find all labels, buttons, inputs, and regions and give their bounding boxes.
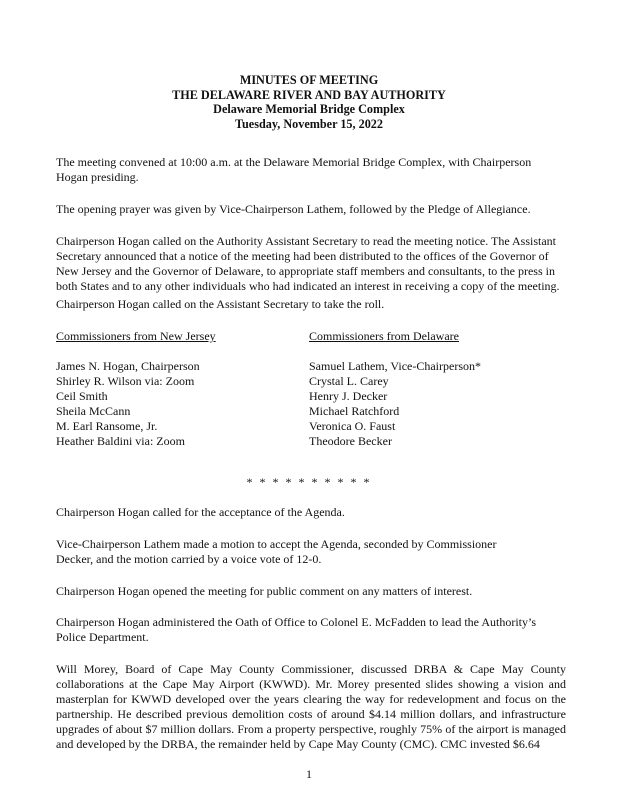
list-item: Samuel Lathem, Vice-Chairperson* xyxy=(309,359,482,373)
paragraph-text: Chairperson Hogan administered the Oath of Office to Colonel E. McFadden to lead the Authority’s Police Department. xyxy=(56,615,537,644)
page-number: 1 xyxy=(306,767,312,781)
paragraph-text: Chairperson Hogan called on the Authority Assistant Secretary to read the meeting notice. The Assistant Secretary announced that a notice of the meeting had been distributed to the offices of the Governor of New Jersey and the Governor of Delaware, to appropriate staff members and consultants, to the press in both States and to any other individuals who had indicated an interest in receiving a copy of the meeting. xyxy=(56,234,560,293)
paragraph-text: Chairperson Hogan called on the Assistant Secretary to take the roll. xyxy=(56,297,385,311)
list-item: M. Earl Ransome, Jr. xyxy=(56,419,158,433)
paragraph-agenda xyxy=(56,505,566,520)
paragraph-oath xyxy=(56,615,566,645)
nj-list xyxy=(56,359,216,449)
paragraph-motion xyxy=(56,537,516,567)
heading-organization: THE DELAWARE RIVER AND BAY AUTHORITY xyxy=(172,87,446,102)
nj-column xyxy=(56,329,216,449)
paragraph-text: Chairperson Hogan called for the acceptance of the Agenda. xyxy=(56,505,345,519)
paragraph-roll-call xyxy=(56,297,566,312)
nj-heading: Commissioners from New Jersey xyxy=(56,329,216,343)
paragraph-prayer xyxy=(56,202,566,217)
de-heading: Commissioners from Delaware xyxy=(309,329,459,343)
paragraph-public-comment xyxy=(56,584,566,599)
paragraph-text: The opening prayer was given by Vice-Chairperson Lathem, followed by the Pledge of Allegiance. xyxy=(56,202,531,216)
paragraph-convened xyxy=(56,155,566,185)
paragraph-text: The meeting convened at 10:00 a.m. at the Delaware Memorial Bridge Complex, with Chairperson Hogan presiding. xyxy=(56,155,532,184)
heading-title: MINUTES OF MEETING xyxy=(239,73,379,87)
paragraph-text: Chairperson Hogan opened the meeting for public comment on any matters of interest. xyxy=(56,584,473,598)
heading-date: Tuesday, November 15, 2022 xyxy=(235,116,383,131)
section-separator: * * * * * * * * * * xyxy=(246,475,372,489)
paragraph-text: Will Morey, Board of Cape May County Commissioner, discussed DRBA & Cape May County collaborations at the Cape May Airport (KWWD). Mr. Morey presented slides showing a vision and masterplan for KWWD developed over the years clearing the way for redevelopment and focus on the partnership. He described previous demolition costs of around $4.14 million dollars, and infrastructure upgrades of about $7 million dollars. From a property perspective, roughly 75% of the airport is managed and developed by the DRBA, the remainder held by Cape May County (CMC). CMC invested $6.64 xyxy=(56,662,566,751)
de-column xyxy=(309,329,481,449)
list-item: Shirley R. Wilson via: Zoom xyxy=(56,374,195,388)
list-item: Heather Baldini via: Zoom xyxy=(56,434,185,448)
paragraph-morey xyxy=(56,662,566,752)
list-item: Ceil Smith xyxy=(56,389,108,403)
list-item: Henry J. Decker xyxy=(309,389,388,403)
list-item: Veronica O. Faust xyxy=(309,419,396,433)
document-heading xyxy=(0,73,618,131)
roll-call-table xyxy=(56,329,566,448)
heading-location: Delaware Memorial Bridge Complex xyxy=(213,102,405,117)
paragraph-notice xyxy=(56,234,566,294)
list-item: Crystal L. Carey xyxy=(309,374,389,388)
paragraph-text: Vice-Chairperson Lathem made a motion to accept the Agenda, seconded by Commissioner Decker, and the motion carried by a voice vote of 12-0. xyxy=(56,537,497,566)
de-list xyxy=(309,359,481,449)
list-item: Theodore Becker xyxy=(309,434,392,448)
list-item: James N. Hogan, Chairperson xyxy=(56,359,200,373)
list-item: Michael Ratchford xyxy=(309,404,400,418)
list-item: Sheila McCann xyxy=(56,404,131,418)
